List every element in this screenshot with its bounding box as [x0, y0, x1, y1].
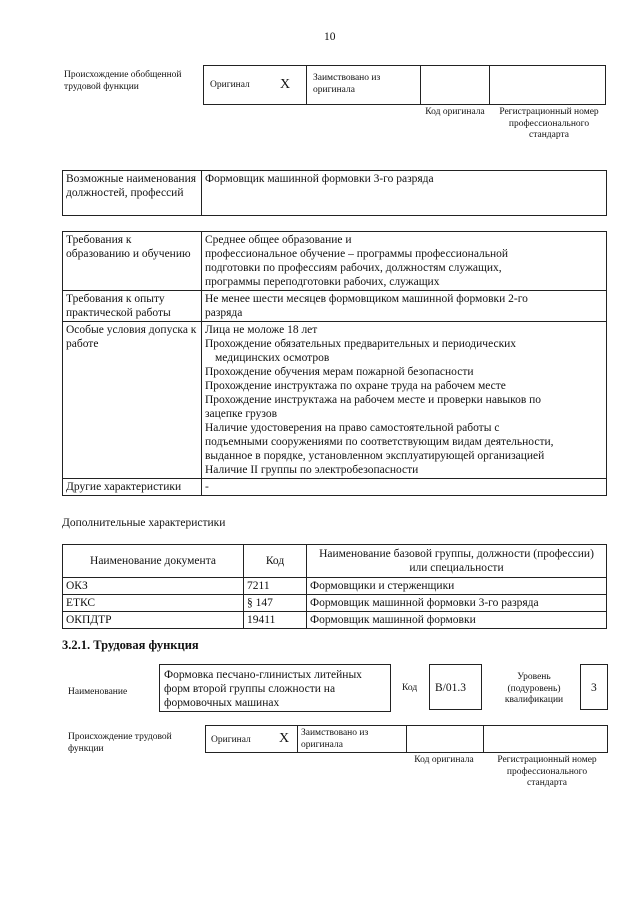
table-cell: ОКПДТР: [63, 612, 244, 629]
req-other-label: Другие характеристики: [63, 479, 202, 496]
origin2-code-cell: [406, 725, 484, 753]
origin-borrowed-text: Заимствовано из оригинала: [313, 73, 381, 95]
origin-code-cell: [420, 65, 490, 105]
req-line: разряда: [205, 307, 243, 319]
additional-header-doc: Наименование документа: [63, 545, 244, 578]
req-education-value: [202, 232, 607, 291]
table-cell: 19411: [244, 612, 307, 629]
req-experience-value: [202, 291, 607, 322]
origin-code-caption: Код оригинала: [425, 107, 485, 117]
origin-reg-caption: Регистрационный номер профессионального стандарта: [499, 107, 599, 140]
additional-table: [62, 544, 607, 629]
origin2-label: Происхождение трудовой функции: [68, 732, 172, 754]
req-line: подготовки по профессиям рабочих, должностям служащих,: [205, 262, 502, 274]
origin-label: Происхождение обобщенной трудовой функции: [64, 70, 182, 92]
code-label: Код: [402, 683, 418, 693]
req-line: Среднее общее образование и: [205, 234, 352, 246]
table-cell: 7211: [244, 578, 307, 595]
positions-label: Возможные наименования должностей, профессий: [63, 171, 202, 216]
req-line: медицинских осмотров: [215, 352, 330, 364]
origin2-original-text: Оригинал: [211, 735, 251, 745]
origin-original-text: Оригинал: [210, 80, 250, 90]
additional-header-name: Наименование базовой группы, должности (профессии) или специальности: [307, 545, 607, 578]
page-number: 10: [324, 31, 336, 43]
origin-reg-cell: [489, 65, 606, 105]
origin2-code-caption: Код оригинала: [414, 755, 474, 765]
section-title: 3.2.1. Трудовая функция: [62, 638, 199, 652]
level-label: Уровень (подуровень) квалификации: [504, 672, 564, 705]
table-cell: § 147: [244, 595, 307, 612]
origin2-reg-caption: Регистрационный номер профессионального стандарта: [497, 755, 597, 788]
table-cell: ЕТКС: [63, 595, 244, 612]
req-line: зацепке грузов: [205, 408, 278, 420]
req-line: Наличие удостоверения на право самостоятельной работы с: [205, 422, 500, 434]
req-line: Прохождение обучения мерам пожарной безопасности: [205, 366, 474, 378]
additional-header-code: Код: [244, 545, 307, 578]
code-value: В/01.3: [435, 682, 466, 694]
origin-mark: X: [280, 77, 291, 92]
name-value: Формовка песчано-глинистых литейных форм второй группы сложности на формовочных машинах: [164, 669, 362, 709]
additional-title: Дополнительные характеристики: [62, 517, 226, 529]
req-line: подъемными сооружениями по соответствующим видам деятельности,: [205, 436, 554, 448]
req-experience-label: Требования к опыту практической работы: [63, 291, 202, 322]
origin2-reg-cell: [483, 725, 608, 753]
req-line: Прохождение инструктажа на рабочем месте и проверки навыков по: [205, 394, 542, 406]
req-other-value: -: [202, 479, 607, 496]
table-row: [63, 595, 607, 612]
req-line: программы переподготовки рабочих, служащих: [205, 276, 440, 288]
table-cell: Формовщики и стерженщики: [307, 578, 607, 595]
table-row: [63, 578, 607, 595]
table-cell: Формовщик машинной формовки: [307, 612, 607, 629]
table-cell: Формовщик машинной формовки 3-го разряда: [307, 595, 607, 612]
table-row: [63, 612, 607, 629]
req-line: выданное в порядке, установленном эксплуатирующей организацией: [205, 450, 545, 462]
positions-value: Формовщик машинной формовки 3-го разряда: [202, 171, 607, 216]
origin2-borrowed-text: Заимствовано из оригинала: [301, 728, 369, 750]
req-line: Лица не моложе 18 лет: [205, 324, 318, 336]
req-line: Наличие II группы по электробезопасности: [205, 464, 419, 476]
origin2-mark: X: [279, 731, 290, 746]
req-education-label: Требования к образованию и обучению: [63, 232, 202, 291]
req-line: Прохождение инструктажа по охране труда на рабочем месте: [205, 380, 506, 392]
req-special-label: Особые условия допуска к работе: [63, 322, 202, 479]
name-label: Наименование: [68, 687, 128, 697]
table-cell: ОКЗ: [63, 578, 244, 595]
requirements-table: [62, 231, 607, 496]
positions-table: [62, 170, 607, 216]
req-line: Прохождение обязательных предварительных и периодических: [205, 338, 517, 350]
req-line: Не менее шести месяцев формовщиком машинной формовки 2-го: [205, 293, 528, 305]
level-value: 3: [591, 682, 597, 694]
req-line: профессиональное обучение – программы профессиональной: [205, 248, 509, 260]
req-special-value: [202, 322, 607, 479]
